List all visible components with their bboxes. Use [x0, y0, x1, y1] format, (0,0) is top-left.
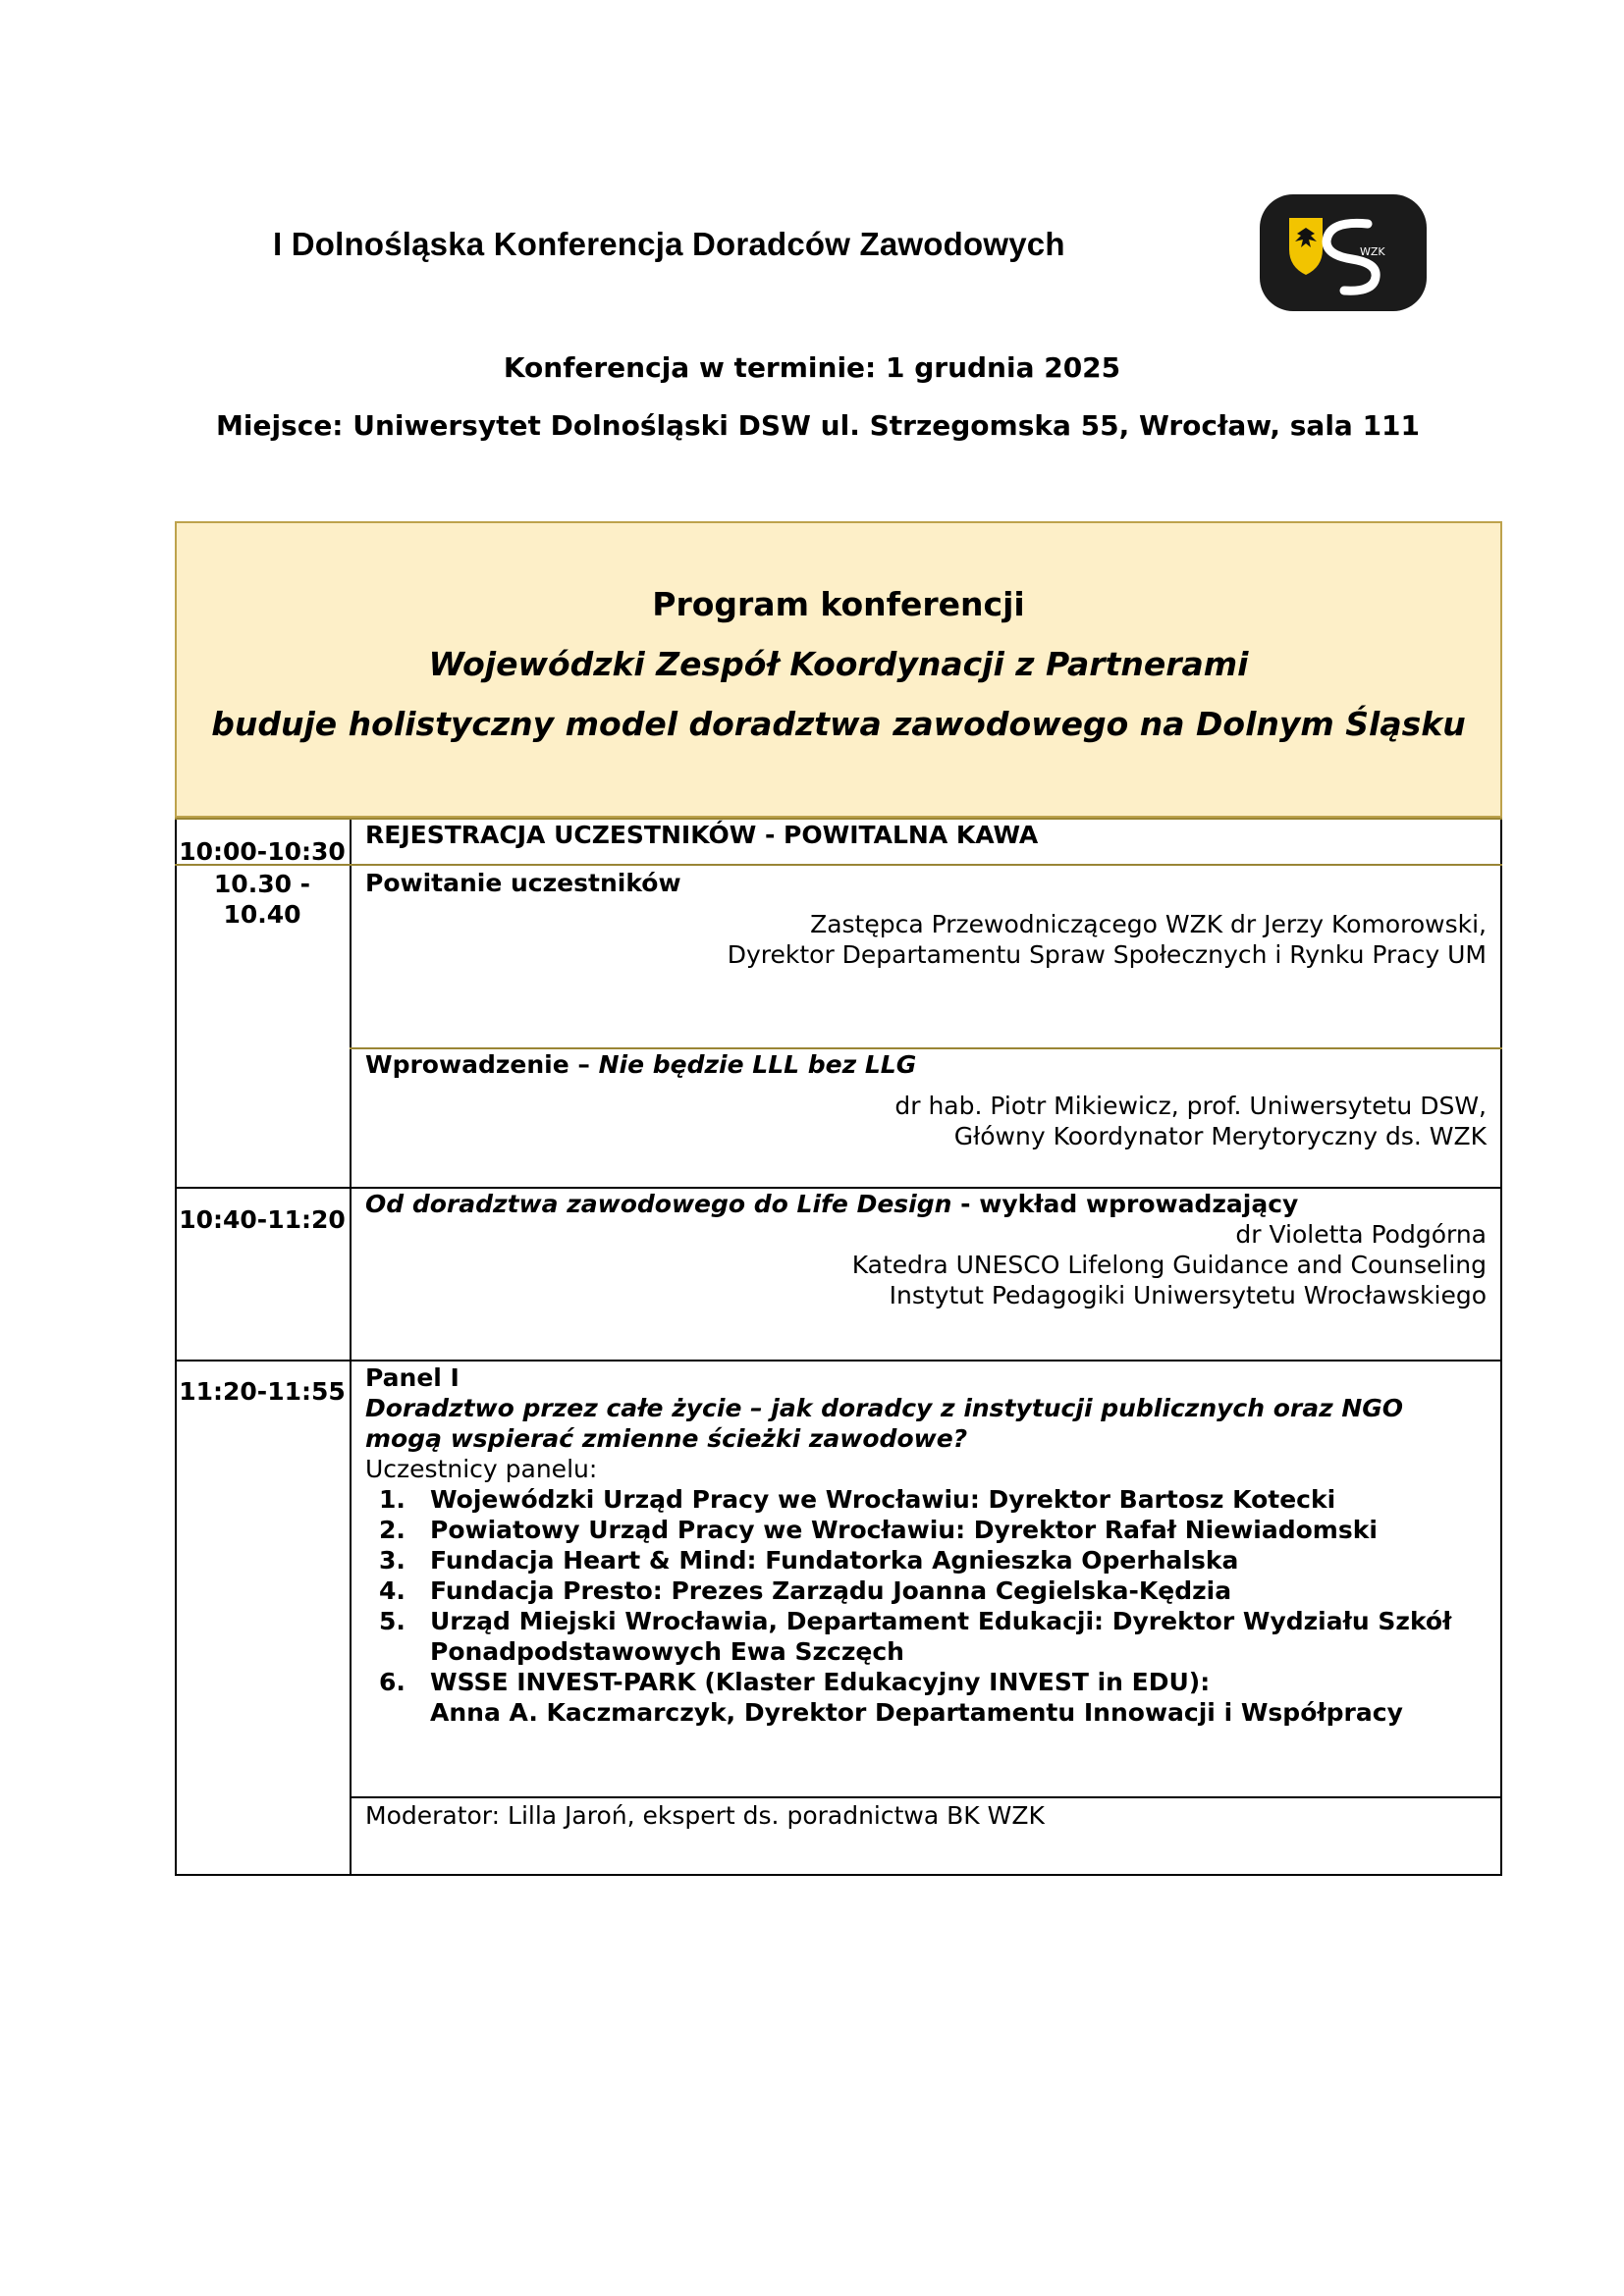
lecture-speaker-line-1: dr Violetta Podgórna: [1235, 1220, 1487, 1249]
place-line: Miejsce: Uniwersytet Dolnośląski DSW ul. Strzegomska 55, Wrocław, sala 111: [216, 409, 1421, 442]
wzk-logo-graphic: [1260, 194, 1427, 311]
welcome-title: Powitanie uczestników: [365, 869, 681, 897]
table-line: [350, 1047, 1502, 1049]
lecture-title: [365, 1190, 1298, 1218]
lecture-speaker: [852, 1219, 1487, 1310]
time-slot-2-start: 10.30 -: [213, 870, 311, 898]
table-border-right: [1500, 818, 1502, 1876]
date-line: Konferencja w terminie: 1 grudnia 2025: [503, 351, 1121, 384]
welcome-speaker-line-2: Dyrektor Departamentu Spraw Społecznych i Rynku Pracy UM: [727, 940, 1487, 969]
lecture-speaker-line-3: Instytut Pedagogiki Uniwersytetu Wrocławskiego: [889, 1281, 1487, 1309]
wzk-logo: [1260, 194, 1427, 311]
welcome-speaker: [728, 909, 1487, 970]
lecture-speaker-line-2: Katedra UNESCO Lifelong Guidance and Counseling: [851, 1251, 1487, 1279]
program-subtitle-1: Wojewódzki Zespół Koordynacji z Partnerami: [428, 645, 1249, 683]
participant-item: 6. WSSE INVEST-PARK (Klaster Edukacyjny INVEST in EDU): Anna A. Kaczmarczyk, Dyrektor Departamentu Innowacji i Współpracy: [379, 1668, 1403, 1727]
participants-label: Uczestnicy panelu:: [365, 1455, 598, 1483]
panel-block: [365, 1362, 1485, 1728]
time-slot-4: 11:20-11:55: [179, 1377, 346, 1406]
table-line: [175, 864, 1502, 866]
time-slot-2: [175, 869, 350, 930]
lecture-title-suffix: - wykład wprowadzający: [960, 1190, 1299, 1218]
program-header: [175, 521, 1502, 818]
time-slot-1: 10:00-10:30: [179, 837, 346, 866]
intro-speaker-line-2: Główny Koordynator Merytoryczny ds. WZK: [953, 1122, 1487, 1150]
table-line: [175, 1874, 1502, 1876]
intro-title-italic: Nie będzie LLL bez LLG: [598, 1050, 917, 1079]
intro-speaker: [894, 1091, 1487, 1151]
table-border-left: [175, 818, 177, 1876]
participant-item: 2. Powiatowy Urząd Pracy we Wrocławiu: Dyrektor Rafał Niewiadomski: [379, 1516, 1378, 1544]
intro-title-prefix: Wprowadzenie –: [365, 1050, 590, 1079]
table-line: [175, 1187, 1502, 1189]
panel-question-line-1: Doradztwo przez całe życie – jak doradcy z instytucji publicznych oraz NGO: [365, 1394, 1404, 1422]
moderator: Moderator: Lilla Jaroń, ekspert ds. poradnictwa BK WZK: [365, 1801, 1045, 1830]
participant-item: 5. Urząd Miejski Wrocławia, Departament Edukacji: Dyrektor Wydziału Szkół Ponadpodstawowych Ewa Szczęch: [379, 1607, 1452, 1666]
table-column-divider: [350, 818, 352, 1876]
table-line: [175, 818, 1502, 820]
participant-item: 4. Fundacja Presto: Prezes Zarządu Joanna Cegielska-Kędzia: [379, 1576, 1232, 1605]
program-subtitle-2: buduje holistyczny model doradztwa zawodowego na Dolnym Śląsku: [211, 705, 1466, 743]
conference-title: I Dolnośląska Konferencja Doradców Zawodowych: [273, 226, 1065, 262]
logo-text: WZK: [1360, 245, 1385, 258]
participants-list: [365, 1484, 1485, 1728]
table-line: [175, 1360, 1502, 1362]
intro-title: [365, 1050, 916, 1079]
program-heading: Program konferencji: [652, 585, 1025, 623]
panel-question-line-2: mogą wspierać zmienne ścieżki zawodowe?: [365, 1424, 968, 1453]
panel-title: Panel I: [365, 1363, 460, 1392]
participant-item: 1. Wojewódzki Urząd Pracy we Wrocławiu: Dyrektor Bartosz Kotecki: [379, 1485, 1336, 1514]
lecture-title-italic: Od doradztwa zawodowego do Life Design: [365, 1190, 952, 1218]
participant-item: 3. Fundacja Heart & Mind: Fundatorka Agnieszka Operhalska: [379, 1546, 1239, 1575]
registration-title: REJESTRACJA UCZESTNIKÓW - POWITALNA KAWA: [365, 821, 1039, 849]
time-slot-2-end: 10.40: [223, 900, 301, 929]
welcome-speaker-line-1: Zastępca Przewodniczącego WZK dr Jerzy Komorowski,: [810, 910, 1487, 938]
intro-speaker-line-1: dr hab. Piotr Mikiewicz, prof. Uniwersytetu DSW,: [894, 1092, 1487, 1120]
time-slot-3: 10:40-11:20: [179, 1205, 346, 1234]
table-line: [350, 1796, 1502, 1798]
